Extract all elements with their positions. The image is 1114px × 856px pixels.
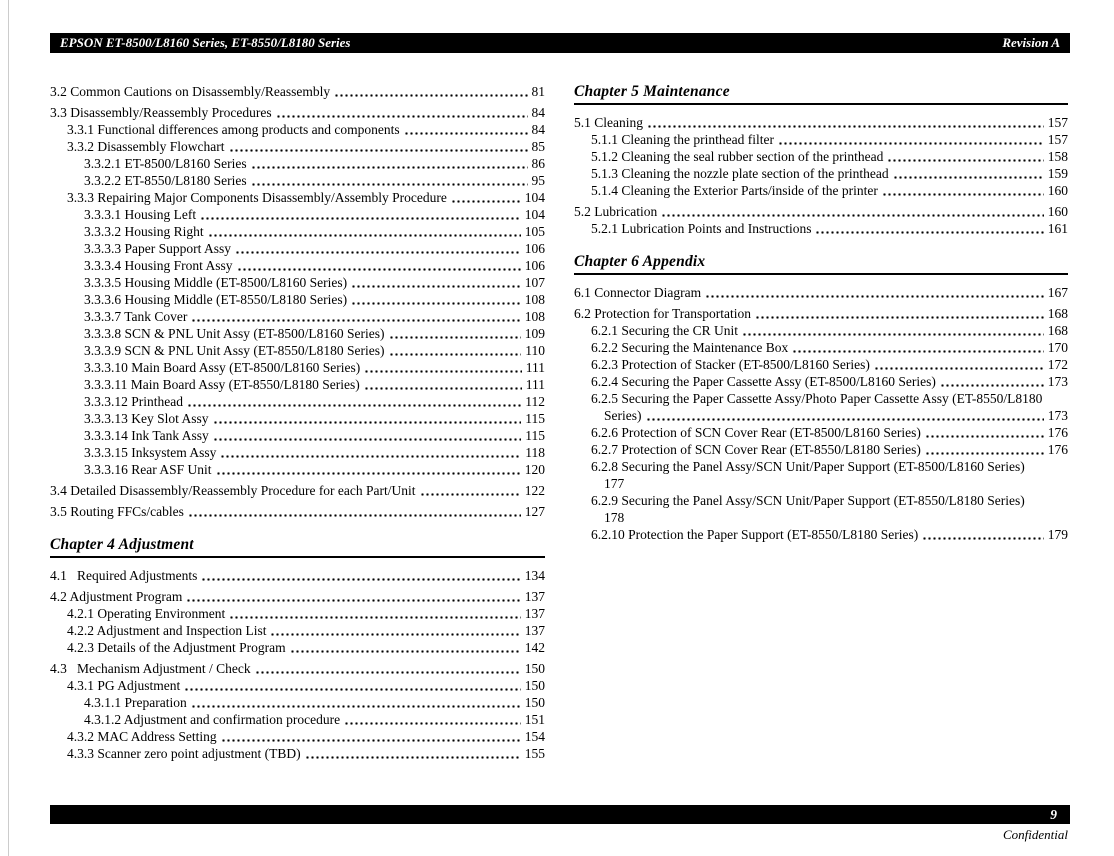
toc-page-number: 86 (531, 156, 545, 171)
dot-leader (191, 705, 521, 708)
toc-entry[interactable] (574, 441, 1068, 458)
toc-entry-label: 4.3.1.2 Adjustment and confirmation procedure (84, 712, 341, 727)
toc-entry-label: 3.3.3.4 Housing Front Assy (84, 258, 233, 273)
chapter-heading: Chapter 6 Appendix (574, 253, 1068, 275)
dot-leader (208, 234, 521, 237)
toc-entry-label: 3.3.2 Disassembly Flowchart (67, 139, 225, 154)
toc-page-number: 115 (525, 411, 545, 426)
toc-entry-label: 6.2.4 Securing the Paper Cassette Assy (ET-8500/L8160 Series) (591, 374, 936, 389)
dot-leader (661, 214, 1044, 217)
toc-entry[interactable] (50, 444, 545, 461)
toc-entry-label: 4.1 Required Adjustments (50, 568, 198, 583)
toc-entry-label: 3.3.3.13 Key Slot Assy (84, 411, 209, 426)
toc-entry-label: 6.2.8 Securing the Panel Assy/SCN Unit/Paper Support (ET-8500/L8160 Series) (591, 459, 1025, 474)
toc-entry[interactable] (574, 390, 1068, 407)
toc-entry-label: 5.1 Cleaning (574, 115, 643, 130)
toc-entry[interactable] (50, 291, 545, 308)
dot-leader (389, 353, 522, 356)
toc-entry[interactable] (50, 605, 545, 622)
dot-leader (344, 722, 521, 725)
dot-leader (220, 455, 521, 458)
dot-leader (887, 159, 1043, 162)
dot-leader (186, 599, 520, 602)
toc-entry-label: 4.3.1 PG Adjustment (67, 678, 181, 693)
dot-leader (420, 493, 521, 496)
toc-section (574, 83, 1068, 237)
toc-entry-label: 3.3 Disassembly/Reassembly Procedures (50, 105, 272, 120)
toc-page-number: 111 (525, 360, 545, 375)
toc-entry[interactable] (50, 660, 545, 677)
dot-leader (270, 633, 520, 636)
toc-entry-label: 6.2 Protection for Transportation (574, 306, 751, 321)
toc-entry-label: 5.2 Lubrication (574, 204, 658, 219)
toc-entry-label: 3.3.3.9 SCN & PNL Unit Assy (ET-8550/L8180 Series) (84, 343, 385, 358)
toc-entry-label: 5.1.1 Cleaning the printhead filter (591, 132, 774, 147)
toc-entry[interactable] (574, 148, 1068, 165)
toc-page-number: 150 (524, 678, 545, 693)
toc-entry-label: 6.2.2 Securing the Maintenance Box (591, 340, 789, 355)
dot-leader (364, 370, 522, 373)
toc-page-number: 176 (1047, 442, 1068, 457)
toc-entry[interactable] (50, 240, 545, 257)
dot-leader (191, 319, 520, 322)
toc-page-number: 161 (1047, 221, 1068, 236)
toc-entry-label: 4.3 Mechanism Adjustment / Check (50, 661, 251, 676)
dot-leader (742, 333, 1044, 336)
toc-entry[interactable] (50, 325, 545, 342)
toc-entry[interactable] (574, 305, 1068, 322)
header-bar (50, 33, 1070, 53)
toc-entry[interactable] (574, 373, 1068, 390)
toc-page-number: 85 (531, 139, 545, 154)
dot-leader (221, 739, 521, 742)
toc-entry-label: 5.1.3 Cleaning the nozzle plate section of the printhead (591, 166, 889, 181)
toc-entry-label: 4.2 Adjustment Program (50, 589, 183, 604)
toc-entry[interactable] (574, 526, 1068, 543)
toc-entry-label: 3.3.3.12 Printhead (84, 394, 183, 409)
toc-entry[interactable] (50, 588, 545, 605)
toc-entry[interactable] (50, 189, 545, 206)
toc-page-number: 142 (524, 640, 545, 655)
toc-page-number: 150 (524, 695, 545, 710)
toc-entry-label: 6.2.1 Securing the CR Unit (591, 323, 738, 338)
toc-entry-label: 3.3.3.11 Main Board Assy (ET-8550/L8180 Series) (84, 377, 360, 392)
dot-leader (235, 251, 521, 254)
toc-page-number: 111 (525, 377, 545, 392)
toc-entry-label: 3.3.3.16 Rear ASF Unit (84, 462, 212, 477)
toc-entry-label: 3.3.3.6 Housing Middle (ET-8550/L8180 Series) (84, 292, 348, 307)
toc-entry[interactable] (50, 172, 545, 189)
toc-column-right (574, 83, 1068, 543)
toc-page-number: 115 (525, 428, 545, 443)
toc-entry[interactable] (50, 745, 545, 762)
toc-page-number: 155 (524, 746, 545, 761)
dot-leader (200, 217, 521, 220)
toc-entry[interactable] (50, 104, 545, 121)
dot-leader (251, 166, 528, 169)
toc-page-number: 108 (524, 292, 545, 307)
dot-leader (290, 650, 521, 653)
dot-leader (351, 285, 521, 288)
toc-entry-label: 3.4 Detailed Disassembly/Reassembly Procedure for each Part/Unit (50, 483, 416, 498)
toc-entry[interactable] (50, 155, 545, 172)
toc-page-number: 178 (604, 510, 625, 525)
dot-leader (305, 756, 521, 759)
dot-leader (451, 200, 521, 203)
toc-entry[interactable] (50, 410, 545, 427)
toc-page-number: 105 (524, 224, 545, 239)
toc-entry-label: 4.2.3 Details of the Adjustment Program (67, 640, 286, 655)
toc-page-number: 176 (1047, 425, 1068, 440)
dot-leader (213, 438, 521, 441)
toc-entry[interactable] (50, 138, 545, 155)
toc-entry[interactable] (50, 694, 545, 711)
dot-leader (188, 514, 521, 517)
toc-entry-label: 3.3.2.2 ET-8550/L8180 Series (84, 173, 247, 188)
toc-page-number: 120 (524, 462, 545, 477)
dot-leader (893, 176, 1044, 179)
toc-entry-label: 6.2.5 Securing the Paper Cassette Assy/Photo Paper Cassette Assy (ET-8550/L8180 (591, 391, 1043, 406)
toc-page-number: 157 (1047, 115, 1068, 130)
toc-section (50, 536, 545, 762)
toc-entry-label: 6.2.7 Protection of SCN Cover Rear (ET-8550/L8180 Series) (591, 442, 921, 457)
toc-entry-label: 5.1.4 Cleaning the Exterior Parts/inside of the printer (591, 183, 878, 198)
dot-leader (251, 183, 528, 186)
toc-entry[interactable] (50, 342, 545, 359)
toc-entry[interactable] (50, 257, 545, 274)
toc-entry[interactable] (50, 376, 545, 393)
header-revision: Revision A (1002, 35, 1060, 50)
toc-page-number: 137 (524, 623, 545, 638)
dot-leader (815, 231, 1043, 234)
dot-leader (792, 350, 1044, 353)
toc-entry-label: 3.3.3.2 Housing Right (84, 224, 204, 239)
toc-entry[interactable] (50, 393, 545, 410)
toc-entry[interactable] (50, 482, 545, 499)
dot-leader (201, 578, 520, 581)
dot-leader (187, 404, 521, 407)
toc-section (50, 83, 545, 520)
toc-entry[interactable] (574, 509, 1068, 526)
chapter-heading: Chapter 5 Maintenance (574, 83, 1068, 105)
toc-entry[interactable] (50, 206, 545, 223)
toc-entry-label: 6.2.10 Protection the Paper Support (ET-8550/L8180 Series) (591, 527, 919, 542)
toc-page-number: 134 (524, 568, 545, 583)
toc-entry[interactable] (50, 728, 545, 745)
toc-entry[interactable] (574, 165, 1068, 182)
toc-entry[interactable] (50, 427, 545, 444)
toc-page-number: 151 (524, 712, 545, 727)
dot-leader (276, 115, 528, 118)
dot-leader (925, 452, 1044, 455)
toc-page-number: 137 (524, 606, 545, 621)
toc-entry[interactable] (574, 322, 1068, 339)
toc-page-number: 179 (1047, 527, 1068, 542)
header-title: EPSON ET-8500/L8160 Series, ET-8550/L8180 Series (60, 35, 351, 50)
toc-entry-label: 6.2.3 Protection of Stacker (ET-8500/L8160 Series) (591, 357, 870, 372)
toc-page-number: 173 (1047, 408, 1068, 423)
toc-entry-label: 3.3.1 Functional differences among products and components (67, 122, 400, 137)
toc-entry-label: 3.3.3.1 Housing Left (84, 207, 197, 222)
toc-page-number: 122 (524, 483, 545, 498)
dot-leader (646, 418, 1044, 421)
toc-entry-label: 5.2.1 Lubrication Points and Instructions (591, 221, 812, 236)
toc-entry[interactable] (50, 567, 545, 584)
toc-page-number: 168 (1047, 306, 1068, 321)
toc-entry-label: 3.3.2.1 ET-8500/L8160 Series (84, 156, 247, 171)
footer-page-number: 9 (1050, 806, 1057, 822)
confidential-label: Confidential (1003, 827, 1068, 842)
toc-page-number: 160 (1047, 204, 1068, 219)
toc-page-number: 154 (524, 729, 545, 744)
toc-page-number: 172 (1047, 357, 1068, 372)
chapter-heading: Chapter 4 Adjustment (50, 536, 545, 558)
toc-entry[interactable] (50, 461, 545, 478)
toc-entry-label: 4.3.1.1 Preparation (84, 695, 187, 710)
toc-entry[interactable] (50, 83, 545, 100)
toc-page-number: 177 (604, 476, 625, 491)
toc-page-number: 81 (531, 84, 545, 99)
dot-leader (882, 193, 1044, 196)
toc-entry-label: 6.2.9 Securing the Panel Assy/SCN Unit/Paper Support (ET-8550/L8180 Series) (591, 493, 1025, 508)
toc-entry[interactable] (574, 284, 1068, 301)
dot-leader (922, 537, 1044, 540)
dot-leader (334, 94, 527, 97)
toc-entry[interactable] (574, 114, 1068, 131)
toc-entry[interactable] (50, 121, 545, 138)
toc-entry-label: 3.3.3.14 Ink Tank Assy (84, 428, 209, 443)
dot-leader (389, 336, 521, 339)
toc-entry[interactable] (574, 475, 1068, 492)
toc-entry-label: 4.3.3 Scanner zero point adjustment (TBD) (67, 746, 301, 761)
toc-page-number: 84 (531, 105, 545, 120)
toc-entry[interactable] (50, 274, 545, 291)
toc-page-number: 150 (524, 661, 545, 676)
toc-entry[interactable] (574, 203, 1068, 220)
dot-leader (255, 671, 521, 674)
toc-entry-label: 4.2.1 Operating Environment (67, 606, 226, 621)
toc-page-number: 112 (525, 394, 545, 409)
toc-entry[interactable] (574, 458, 1068, 475)
toc-entry-label: 3.2 Common Cautions on Disassembly/Reassembly (50, 84, 331, 99)
toc-entry-label: 6.2.6 Protection of SCN Cover Rear (ET-8500/L8160 Series) (591, 425, 921, 440)
toc-page-number: 110 (525, 343, 545, 358)
dot-leader (213, 421, 522, 424)
toc-entry[interactable] (574, 407, 1068, 424)
toc-entry[interactable] (50, 308, 545, 325)
page-edge-line (8, 0, 9, 856)
toc-page-number: 157 (1047, 132, 1068, 147)
toc-page-number: 168 (1047, 323, 1068, 338)
toc-entry-label: 5.1.2 Cleaning the seal rubber section of the printhead (591, 149, 884, 164)
toc-entry[interactable] (574, 220, 1068, 237)
toc-entry-label: 3.3.3.10 Main Board Assy (ET-8500/L8160 Series) (84, 360, 361, 375)
dot-leader (874, 367, 1044, 370)
toc-page-number: 167 (1047, 285, 1068, 300)
toc-page-number: 160 (1047, 183, 1068, 198)
footer-bar (50, 805, 1070, 824)
toc-entry[interactable] (574, 424, 1068, 441)
dot-leader (404, 132, 528, 135)
toc-entry[interactable] (574, 356, 1068, 373)
toc-page-number: 173 (1047, 374, 1068, 389)
dot-leader (647, 125, 1044, 128)
toc-section (574, 253, 1068, 543)
dot-leader (755, 316, 1044, 319)
toc-page-number: 84 (531, 122, 545, 137)
toc-entry-label: 4.3.2 MAC Address Setting (67, 729, 217, 744)
dot-leader (364, 387, 522, 390)
toc-entry-label: 3.5 Routing FFCs/cables (50, 504, 184, 519)
toc-page-number: 118 (525, 445, 545, 460)
toc-entry[interactable] (50, 639, 545, 656)
toc-entry-label: 3.3.3.8 SCN & PNL Unit Assy (ET-8500/L8160 Series) (84, 326, 385, 341)
dot-leader (925, 435, 1044, 438)
toc-entry[interactable] (574, 182, 1068, 199)
dot-leader (229, 149, 528, 152)
toc-entry[interactable] (574, 492, 1068, 509)
toc-page-number: 170 (1047, 340, 1068, 355)
toc-entry[interactable] (50, 359, 545, 376)
toc-entry[interactable] (574, 339, 1068, 356)
toc-page-number: 95 (531, 173, 545, 188)
toc-entry[interactable] (50, 677, 545, 694)
dot-leader (351, 302, 521, 305)
toc-page-number: 108 (524, 309, 545, 324)
toc-column-left (50, 83, 545, 762)
toc-page-number: 107 (524, 275, 545, 290)
toc-page-number: 137 (524, 589, 545, 604)
toc-page-number: 158 (1047, 149, 1068, 164)
toc-page-number: 106 (524, 258, 545, 273)
toc-entry[interactable] (50, 622, 545, 639)
dot-leader (705, 295, 1044, 298)
toc-entry[interactable] (50, 223, 545, 240)
toc-entry[interactable] (574, 131, 1068, 148)
toc-entry[interactable] (50, 711, 545, 728)
toc-page-number: 106 (524, 241, 545, 256)
toc-page-number: 104 (524, 190, 545, 205)
dot-leader (778, 142, 1044, 145)
dot-leader (237, 268, 521, 271)
toc-entry-label: 6.1 Connector Diagram (574, 285, 702, 300)
dot-leader (184, 688, 520, 691)
toc-entry-label: 4.2.2 Adjustment and Inspection List (67, 623, 267, 638)
toc-page-number: 104 (524, 207, 545, 222)
toc-entry-label: 3.3.3.5 Housing Middle (ET-8500/L8160 Series) (84, 275, 348, 290)
dot-leader (940, 384, 1044, 387)
toc-entry-label: Series) (604, 408, 642, 423)
toc-page-number: 127 (524, 504, 545, 519)
toc-entry-label: 3.3.3.3 Paper Support Assy (84, 241, 232, 256)
toc-page-number: 159 (1047, 166, 1068, 181)
toc-entry-label: 3.3.3.15 Inksystem Assy (84, 445, 217, 460)
dot-leader (216, 472, 521, 475)
toc-entry-label: 3.3.3 Repairing Major Components Disassembly/Assembly Procedure (67, 190, 447, 205)
dot-leader (229, 616, 521, 619)
toc-entry[interactable] (50, 503, 545, 520)
toc-page-number: 109 (524, 326, 545, 341)
toc-entry-label: 3.3.3.7 Tank Cover (84, 309, 188, 324)
